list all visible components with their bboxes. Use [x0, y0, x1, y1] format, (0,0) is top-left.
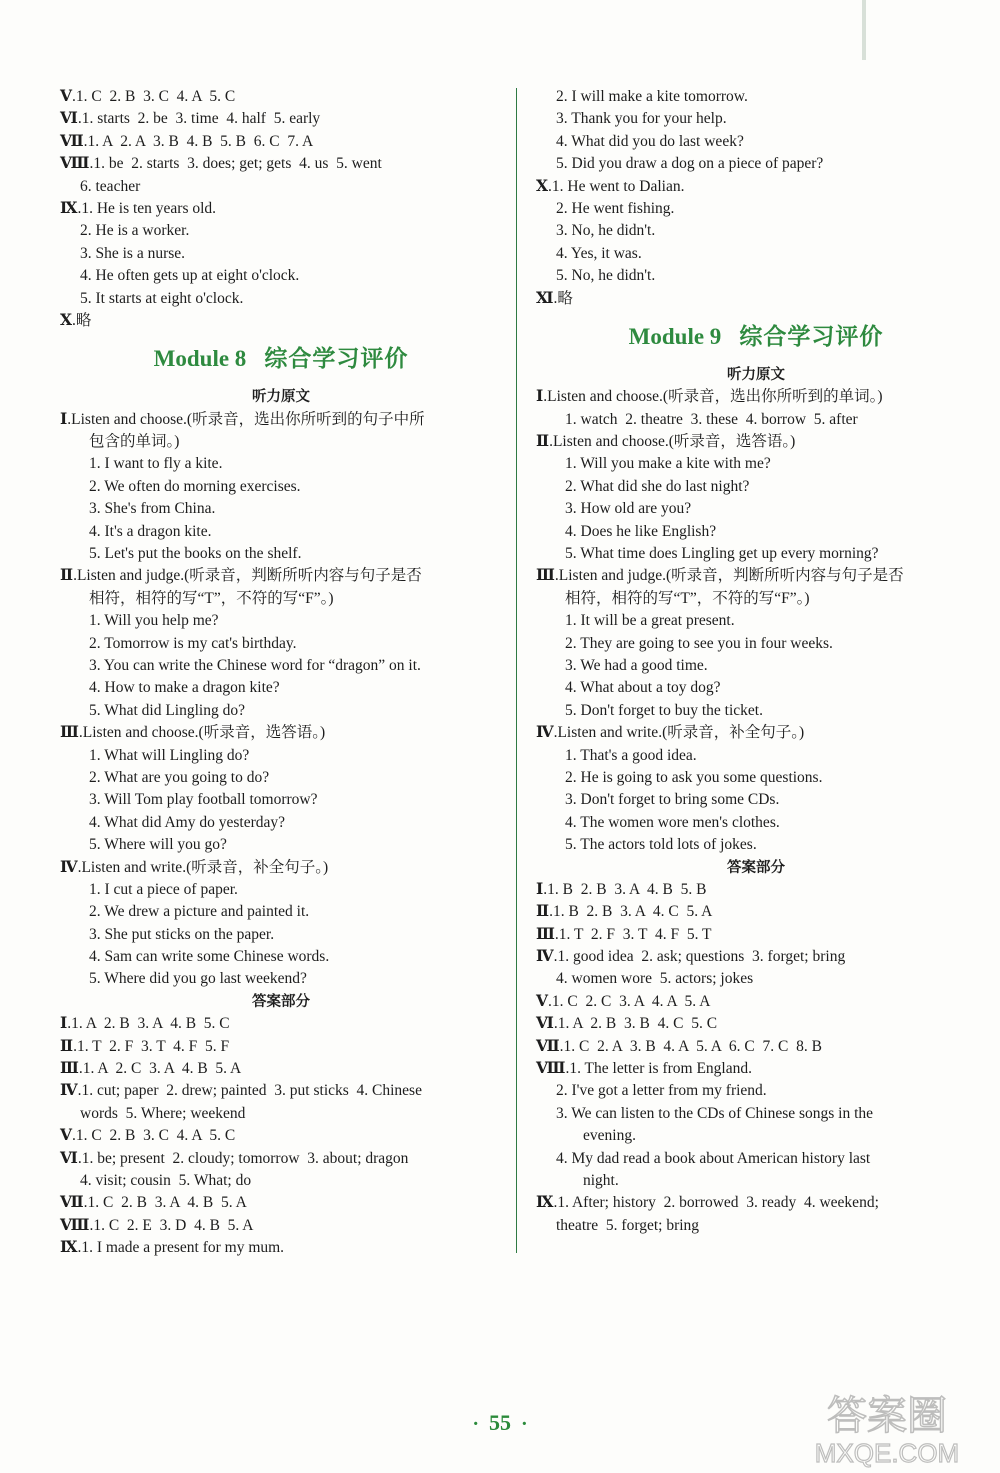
- right-column: [536, 86, 976, 1237]
- line-text: 2. He is going to ask you some questions.: [565, 768, 823, 786]
- section-subheading: 听力原文: [252, 389, 310, 406]
- answer-line: Ⅶ.1. C 2. B 3. A 4. B 5. A: [60, 1194, 247, 1212]
- answer-line: Ⅴ.1. C 2. C 3. A 4. A 5. A: [536, 992, 711, 1010]
- line-text: 包含的单词。): [89, 433, 180, 451]
- answer-line: [60, 265, 502, 287]
- line-text: Listen and choose.(听录音，选出你所听到的单词。): [547, 388, 883, 406]
- watermark-text: 答案圈: [827, 1393, 947, 1439]
- question-numeral: Ⅳ: [60, 858, 78, 876]
- answer-line: [536, 453, 976, 475]
- question-numeral: Ⅱ: [60, 567, 74, 585]
- answer-line: Ⅱ.Listen and choose.(听录音，选答语。): [536, 433, 796, 451]
- line-text: 1. be 2. starts 3. does; get; gets 4. us 5. went: [93, 155, 382, 173]
- answer-line: Ⅲ.1. T 2. F 3. T 4. F 5. T: [536, 925, 712, 943]
- answer-line: [60, 700, 502, 722]
- line-text: 1. I cut a piece of paper.: [89, 880, 238, 898]
- answer-line: [536, 243, 976, 265]
- line-text: 2. What did she do last night?: [565, 477, 750, 495]
- question-numeral: Ⅺ: [536, 289, 554, 307]
- line-text: 2. They are going to see you in four weeks.: [565, 634, 833, 652]
- answer-line: Ⅶ.1. A 2. A 3. B 4. B 5. B 6. C 7. A: [60, 132, 314, 150]
- question-numeral: Ⅲ: [60, 1060, 79, 1078]
- line-text: 4. Sam can write some Chinese words.: [89, 948, 330, 966]
- answer-line: [60, 924, 502, 946]
- answer-line: Ⅷ.1. The letter is from England.: [536, 1060, 752, 1078]
- line-text: 略: [557, 289, 573, 307]
- answer-line: Ⅸ.1. After; history 2. borrowed 3. ready 4. weekend;: [536, 1194, 879, 1212]
- answer-line: [60, 588, 502, 610]
- line-text: 1. C 2. C 3. A 4. A 5. A: [551, 992, 711, 1010]
- answer-line: [60, 834, 502, 856]
- question-numeral: Ⅸ: [536, 1194, 554, 1212]
- answer-line: Ⅵ.1. A 2. B 3. B 4. C 5. C: [536, 1015, 718, 1033]
- question-numeral: Ⅴ: [536, 992, 549, 1010]
- question-numeral: Ⅶ: [60, 1194, 84, 1212]
- line-text: 4. The women wore men's clothes.: [565, 813, 780, 831]
- answer-line: Ⅰ.Listen and choose.(听录音，选出你所听到的句子中所: [60, 410, 425, 428]
- answer-line: [60, 655, 502, 677]
- line-text: 4. What did Amy do yesterday?: [89, 813, 286, 831]
- line-text: 1. be; present 2. cloudy; tomorrow 3. about; dragon: [81, 1149, 409, 1167]
- line-text: 1. cut; paper 2. drew; painted 3. put sticks 4. Chinese: [81, 1082, 422, 1100]
- answer-line: Ⅲ.1. A 2. C 3. A 4. B 5. A: [60, 1060, 242, 1078]
- question-numeral: Ⅲ: [536, 567, 555, 585]
- answer-line: [536, 476, 976, 498]
- answer-line: Ⅺ.略: [536, 289, 573, 307]
- line-text: 1. B 2. B 3. A 4. C 5. A: [552, 903, 713, 921]
- line-text: 1. It will be a great present.: [565, 612, 735, 630]
- line-text: 5. Let's put the books on the shelf.: [89, 545, 302, 563]
- line-text: 4. visit; cousin 5. What; do: [80, 1171, 252, 1189]
- line-text: 2. We drew a picture and painted it.: [89, 903, 310, 921]
- answer-line: [536, 588, 976, 610]
- line-text: Listen and write.(听录音，补全句子。): [81, 858, 329, 876]
- line-text: theatre 5. forget; bring: [556, 1216, 700, 1234]
- answer-line: Ⅸ.1. He is ten years old.: [60, 199, 217, 217]
- line-text: 1. I want to fly a kite.: [89, 455, 223, 473]
- column-divider: [516, 88, 517, 1253]
- answer-line: Ⅵ.1. be; present 2. cloudy; tomorrow 3. about; dragon: [60, 1149, 409, 1167]
- section-subheading: 听力原文: [727, 366, 785, 383]
- module-number: Module 8: [153, 346, 247, 372]
- line-text: 2. I've got a letter from my friend.: [556, 1082, 767, 1100]
- answer-line: [536, 789, 976, 811]
- line-text: 4. He often gets up at eight o'clock.: [80, 267, 300, 285]
- line-text: 3. She is a nurse.: [80, 244, 186, 262]
- answer-line: [60, 243, 502, 265]
- answer-line: [536, 543, 976, 565]
- line-text: 4. Yes, it was.: [556, 244, 642, 262]
- answer-line: [536, 220, 976, 242]
- answer-line: Ⅱ.1. T 2. F 3. T 4. F 5. F: [60, 1037, 230, 1055]
- answer-line: Ⅴ.1. C 2. B 3. C 4. A 5. C: [60, 88, 236, 105]
- line-text: 1. A 2. B 3. A 4. B 5. C: [71, 1015, 230, 1033]
- question-numeral: Ⅵ: [60, 110, 78, 128]
- line-text: Listen and judge.(听录音，判断所听内容与句子是否: [76, 567, 422, 585]
- answer-line: [60, 176, 502, 198]
- question-numeral: Ⅳ: [536, 948, 554, 966]
- line-text: 1. Will you help me?: [89, 612, 219, 630]
- question-numeral: Ⅶ: [60, 132, 84, 150]
- answer-line: Ⅰ.1. B 2. B 3. A 4. B 5. B: [536, 880, 707, 898]
- answer-line: Ⅷ.1. C 2. E 3. D 4. B 5. A: [60, 1216, 254, 1234]
- line-text: 4. Does he like English?: [565, 522, 717, 540]
- answer-line: [60, 1170, 502, 1192]
- line-text: 2. I will make a kite tomorrow.: [556, 88, 748, 105]
- answer-line: [60, 789, 502, 811]
- answer-line: [60, 946, 502, 968]
- answer-line: [60, 745, 502, 767]
- line-text: 5. Where did you go last weekend?: [89, 970, 307, 988]
- question-numeral: Ⅱ: [536, 903, 550, 921]
- question-numeral: Ⅵ: [60, 1149, 78, 1167]
- answer-line: [536, 1103, 976, 1125]
- page-number: · 55 ·: [472, 1410, 528, 1435]
- answer-line: [536, 108, 976, 130]
- answer-line: [536, 968, 976, 990]
- line-text: Listen and choose.(听录音，选答语。): [82, 724, 326, 742]
- line-text: Listen and judge.(听录音，判断所听内容与句子是否: [558, 567, 904, 585]
- line-text: 1. What will Lingling do?: [89, 746, 250, 764]
- line-text: 5. Don't forget to buy the ticket.: [565, 701, 763, 719]
- question-numeral: Ⅰ: [536, 388, 544, 406]
- question-numeral: Ⅷ: [536, 1060, 566, 1078]
- answer-line: [60, 476, 502, 498]
- question-numeral: Ⅳ: [60, 1082, 78, 1100]
- answer-line: [60, 968, 502, 990]
- answer-line: Ⅹ.1. He went to Dalian.: [536, 177, 685, 195]
- module-title: 综合学习评价: [264, 346, 409, 373]
- module-heading: [60, 332, 502, 386]
- answer-line: [60, 498, 502, 520]
- line-text: 1. He went to Dalian.: [551, 177, 685, 195]
- answer-line: [536, 1080, 976, 1102]
- answer-line: Ⅸ.1. I made a present for my mum.: [60, 1239, 285, 1257]
- line-text: 1. A 2. B 3. B 4. C 5. C: [557, 1015, 718, 1033]
- line-text: 1. starts 2. be 3. time 4. half 5. early: [81, 110, 321, 128]
- line-text: 2. Tomorrow is my cat's birthday.: [89, 634, 297, 652]
- line-text: 2. We often do morning exercises.: [89, 477, 301, 495]
- question-numeral: Ⅶ: [536, 1037, 560, 1055]
- answer-line: [536, 1170, 976, 1192]
- answer-line: [536, 610, 976, 632]
- answer-line: [536, 86, 976, 108]
- answer-line: [536, 745, 976, 767]
- answer-line: [60, 521, 502, 543]
- section-subheading: 答案部分: [252, 993, 310, 1010]
- answer-line: [60, 543, 502, 565]
- module-heading: [536, 310, 976, 364]
- question-numeral: Ⅰ: [60, 410, 68, 428]
- answer-line: [60, 812, 502, 834]
- line-text: 4. What about a toy dog?: [565, 679, 721, 697]
- line-text: 1. T 2. F 3. T 4. F 5. T: [558, 925, 712, 943]
- line-text: Listen and choose.(听录音，选答语。): [552, 433, 796, 451]
- line-text: 3. We can listen to the CDs of Chinese songs in the: [556, 1104, 874, 1122]
- question-numeral: Ⅲ: [60, 724, 79, 742]
- question-numeral: Ⅹ: [60, 311, 73, 329]
- line-text: 2. He went fishing.: [556, 199, 675, 217]
- answer-line: [60, 431, 502, 453]
- question-numeral: Ⅱ: [536, 433, 550, 451]
- module-number: Module 9: [628, 323, 722, 349]
- line-text: 5. What time does Lingling get up every morning?: [565, 545, 879, 563]
- line-text: 1. A 2. A 3. B 4. B 5. B 6. C 7. A: [87, 132, 314, 150]
- question-numeral: Ⅳ: [536, 724, 554, 742]
- answer-line: Ⅳ.Listen and write.(听录音，补全句子。): [536, 724, 805, 742]
- line-text: 4. How to make a dragon kite?: [89, 679, 280, 697]
- question-numeral: Ⅰ: [536, 880, 544, 898]
- line-text: 1. After; history 2. borrowed 3. ready 4. weekend;: [557, 1194, 879, 1212]
- line-text: night.: [583, 1171, 619, 1189]
- question-numeral: Ⅸ: [60, 199, 78, 217]
- answer-line: [60, 453, 502, 475]
- answer-line: [536, 700, 976, 722]
- line-text: 1. I made a present for my mum.: [81, 1239, 285, 1257]
- line-text: 1. T 2. F 3. T 4. F 5. F: [76, 1037, 230, 1055]
- line-text: 1. good idea 2. ask; questions 3. forget; bring: [557, 948, 846, 966]
- line-text: 2. What are you going to do?: [89, 768, 270, 786]
- line-text: 1. That's a good idea.: [565, 746, 697, 764]
- line-text: 1. Will you make a kite with me?: [565, 455, 771, 473]
- answer-line: [536, 834, 976, 856]
- answer-line: [60, 610, 502, 632]
- line-text: 4. women wore 5. actors; jokes: [556, 970, 754, 988]
- answer-line: [536, 633, 976, 655]
- line-text: 4. It's a dragon kite.: [89, 522, 212, 540]
- answer-line: Ⅳ.1. cut; paper 2. drew; painted 3. put sticks 4. Chinese: [60, 1082, 422, 1100]
- answer-line: Ⅰ.Listen and choose.(听录音，选出你所听到的单词。): [536, 388, 883, 406]
- answer-line: [60, 220, 502, 242]
- line-text: 3. She's from China.: [89, 500, 216, 518]
- line-text: 5. Where will you go?: [89, 836, 227, 854]
- line-text: 5. Did you draw a dog on a piece of paper?: [556, 155, 824, 173]
- line-text: 3. She put sticks on the paper.: [89, 925, 275, 943]
- answer-line: [536, 265, 976, 287]
- answer-line: [60, 677, 502, 699]
- answer-line: [536, 498, 976, 520]
- answer-line: [536, 521, 976, 543]
- question-numeral: Ⅴ: [60, 88, 73, 105]
- line-text: Listen and write.(听录音，补全句子。): [557, 724, 805, 742]
- line-text: 1. He is ten years old.: [81, 199, 217, 217]
- line-text: 略: [75, 311, 92, 329]
- line-text: 1. C 2. B 3. C 4. A 5. C: [75, 1127, 236, 1145]
- line-text: 5. What did Lingling do?: [89, 701, 245, 719]
- line-text: 3. No, he didn't.: [556, 222, 656, 240]
- line-text: 3. Don't forget to bring some CDs.: [565, 791, 780, 809]
- line-text: 3. Thank you for your help.: [556, 110, 727, 128]
- module-title: 综合学习评价: [739, 323, 884, 350]
- answer-line: [536, 767, 976, 789]
- line-text: 1. watch 2. theatre 3. these 4. borrow 5. after: [565, 410, 858, 428]
- line-text: 1. C 2. B 3. C 4. A 5. C: [75, 88, 236, 105]
- answer-line: Ⅲ.Listen and judge.(听录音，判断所听内容与句子是否: [536, 567, 904, 585]
- line-text: 2. He is a worker.: [80, 222, 190, 240]
- question-numeral: Ⅹ: [536, 177, 549, 195]
- answer-line: [60, 288, 502, 310]
- line-text: 5. No, he didn't.: [556, 267, 656, 285]
- line-text: 1. A 2. C 3. A 4. B 5. A: [82, 1060, 242, 1078]
- line-text: 5. It starts at eight o'clock.: [80, 289, 244, 307]
- answer-line: [60, 879, 502, 901]
- line-text: 相符，相符的写“T”，不符的写“F”。): [89, 589, 334, 607]
- page-spine-mark: [862, 0, 866, 60]
- answer-line: Ⅷ.1. be 2. starts 3. does; get; gets 4. us 5. went: [60, 155, 382, 173]
- answer-line: Ⅱ.1. B 2. B 3. A 4. C 5. A: [536, 903, 713, 921]
- answer-line: Ⅲ.Listen and choose.(听录音，选答语。): [60, 724, 326, 742]
- line-text: 3. You can write the Chinese word for “dragon” on it.: [89, 656, 421, 674]
- line-text: 6. teacher: [80, 177, 141, 195]
- line-text: 5. The actors told lots of jokes.: [565, 836, 757, 854]
- answer-line: [536, 677, 976, 699]
- answer-line: Ⅶ.1. C 2. A 3. B 4. A 5. A 6. C 7. C 8. B: [536, 1037, 822, 1055]
- answer-line: [536, 131, 976, 153]
- answer-line: [60, 767, 502, 789]
- watermark-url: MXQE.COM: [814, 1438, 960, 1468]
- answer-line: [60, 901, 502, 923]
- answer-line: [536, 812, 976, 834]
- answer-line: Ⅱ.Listen and judge.(听录音，判断所听内容与句子是否: [60, 567, 422, 585]
- left-column: [60, 86, 502, 1260]
- answer-line: Ⅰ.1. A 2. B 3. A 4. B 5. C: [60, 1015, 230, 1033]
- line-text: 4. What did you do last week?: [556, 132, 744, 150]
- line-text: 3. We had a good time.: [565, 656, 708, 674]
- line-text: evening.: [583, 1127, 636, 1145]
- question-numeral: Ⅴ: [60, 1127, 73, 1145]
- answer-line: [536, 1125, 976, 1147]
- line-text: 1. C 2. A 3. B 4. A 5. A 6. C 7. C 8. B: [563, 1037, 822, 1055]
- answer-line: Ⅳ.Listen and write.(听录音，补全句子。): [60, 858, 329, 876]
- line-text: 4. My dad read a book about American history last: [556, 1149, 871, 1167]
- answer-line: [536, 198, 976, 220]
- question-numeral: Ⅷ: [60, 155, 90, 173]
- line-text: 1. C 2. B 3. A 4. B 5. A: [87, 1194, 247, 1212]
- line-text: words 5. Where; weekend: [80, 1104, 246, 1122]
- answer-line: Ⅹ.略: [60, 311, 92, 329]
- line-text: 1. C 2. E 3. D 4. B 5. A: [93, 1216, 254, 1234]
- page-number-text: 55: [489, 1410, 511, 1435]
- question-numeral: Ⅵ: [536, 1015, 554, 1033]
- answer-line: [536, 1215, 976, 1237]
- answer-line: Ⅴ.1. C 2. B 3. C 4. A 5. C: [60, 1127, 236, 1145]
- line-text: Listen and choose.(听录音，选出你所听到的句子中所: [71, 410, 425, 428]
- answer-line: [536, 1148, 976, 1170]
- question-numeral: Ⅰ: [60, 1015, 68, 1033]
- answer-line: [536, 655, 976, 677]
- line-text: 3. Will Tom play football tomorrow?: [89, 791, 318, 809]
- line-text: 3. How old are you?: [565, 500, 692, 518]
- question-numeral: Ⅸ: [60, 1239, 78, 1257]
- answer-line: Ⅵ.1. starts 2. be 3. time 4. half 5. early: [60, 110, 321, 128]
- answer-line: [536, 153, 976, 175]
- line-text: 相符，相符的写“T”，不符的写“F”。): [565, 589, 810, 607]
- question-numeral: Ⅱ: [60, 1037, 74, 1055]
- question-numeral: Ⅲ: [536, 925, 555, 943]
- line-text: 1. The letter is from England.: [569, 1060, 752, 1078]
- section-subheading: 答案部分: [727, 859, 785, 876]
- watermark-logo: [785, 1384, 990, 1469]
- answer-line: [536, 409, 976, 431]
- answer-line: Ⅳ.1. good idea 2. ask; questions 3. forget; bring: [536, 948, 846, 966]
- line-text: 1. B 2. B 3. A 4. B 5. B: [547, 880, 707, 898]
- question-numeral: Ⅷ: [60, 1216, 90, 1234]
- answer-line: [60, 633, 502, 655]
- answer-line: [60, 1103, 502, 1125]
